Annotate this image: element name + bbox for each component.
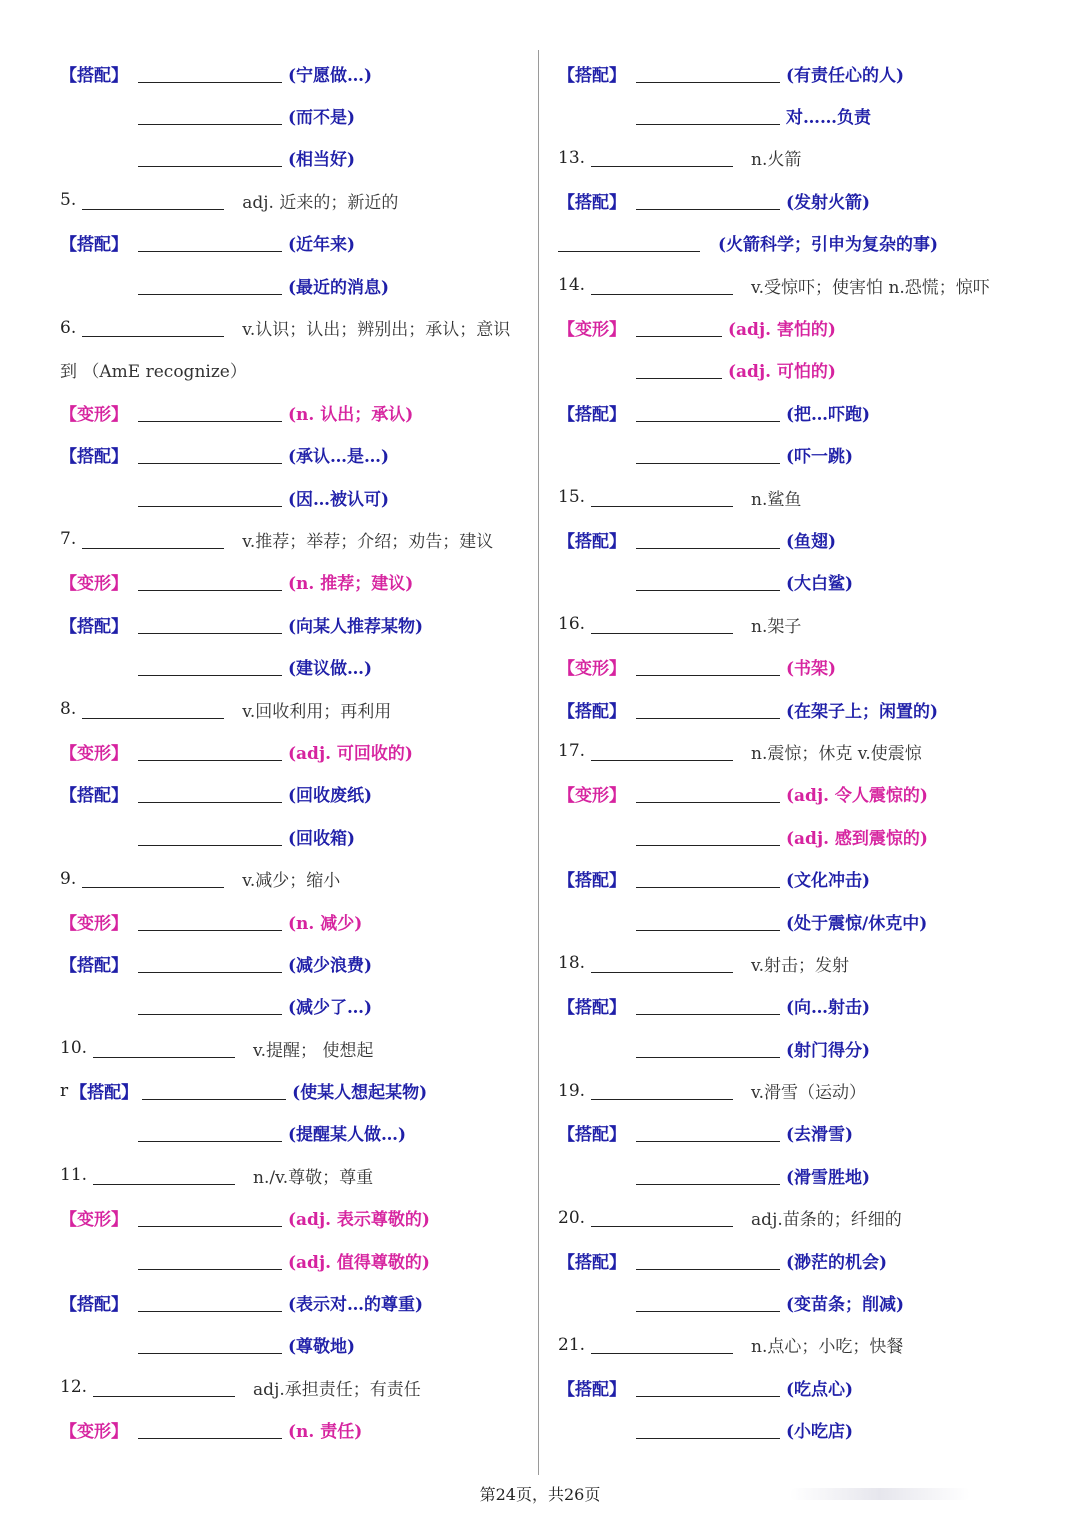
hint-text: (表示对…的尊重) xyxy=(288,1295,424,1316)
answer-blank[interactable] xyxy=(636,64,780,83)
collocation-tag: 【搭配】 xyxy=(558,531,626,552)
item-number: 17. xyxy=(558,741,586,762)
hint-text: (adj. 表示尊敬的) xyxy=(288,1210,430,1231)
variant-tag: 【变形】 xyxy=(558,320,626,341)
entry-row xyxy=(60,1324,530,1366)
entry-row xyxy=(558,1197,1038,1239)
entry-row xyxy=(558,264,1038,306)
answer-blank[interactable] xyxy=(558,233,700,252)
collocation-tag: 【搭配】 xyxy=(558,65,626,86)
answer-blank[interactable] xyxy=(138,912,282,931)
entry-row xyxy=(60,518,530,560)
answer-blank[interactable] xyxy=(636,360,722,379)
definition-text: n.点心；小吃；快餐 xyxy=(751,1337,904,1358)
variant-tag: 【变形】 xyxy=(60,574,128,595)
definition-text: n.鲨鱼 xyxy=(751,489,802,510)
hint-text: (尊敬地) xyxy=(288,1337,356,1358)
item-number: 6. xyxy=(60,317,77,338)
item-number: 7. xyxy=(60,529,77,550)
hint-text: (回收箱) xyxy=(288,828,356,849)
answer-blank[interactable] xyxy=(636,445,780,464)
word-blank[interactable] xyxy=(93,1039,235,1058)
answer-blank[interactable] xyxy=(138,1208,282,1227)
collocation-tag: 【搭配】 xyxy=(60,1295,128,1316)
hint-text: (n. 责任) xyxy=(288,1422,363,1443)
item-number: 13. xyxy=(558,147,586,168)
answer-blank[interactable] xyxy=(138,657,282,676)
collocation-tag: 【搭配】 xyxy=(558,1252,626,1273)
word-blank[interactable] xyxy=(591,1335,733,1354)
entry-row xyxy=(60,603,530,645)
hint-text: (n. 减少) xyxy=(288,913,363,934)
answer-blank[interactable] xyxy=(138,1123,282,1142)
variant-tag: 【变形】 xyxy=(60,913,128,934)
entry-row xyxy=(60,434,530,476)
hint-text: (adj. 感到震惊的) xyxy=(786,828,928,849)
answer-blank[interactable] xyxy=(636,996,780,1015)
hint-text: (建议做…) xyxy=(288,659,373,680)
hint-text: (火箭科学；引申为复杂的事) xyxy=(718,235,939,256)
answer-blank[interactable] xyxy=(138,742,282,761)
word-blank[interactable] xyxy=(591,742,733,761)
entry-row xyxy=(60,1281,530,1323)
collocation-tag: 【搭配】 xyxy=(558,404,626,425)
hint-text: (回收废纸) xyxy=(288,786,373,807)
word-blank[interactable] xyxy=(591,148,733,167)
item-number: 10. xyxy=(60,1038,88,1059)
item-number: 16. xyxy=(558,614,586,635)
definition-text: v.受惊吓；使害怕 n.恐慌；惊吓 xyxy=(751,277,990,298)
hint-text: (滑雪胜地) xyxy=(786,1167,871,1188)
definition-text: v.认识；认出；辨别出；承认；意识 xyxy=(242,320,511,341)
collocation-tag: 【搭配】 xyxy=(558,998,626,1019)
collocation-tag: 【搭配】 xyxy=(60,65,128,86)
right-column xyxy=(558,52,1038,1451)
entry-row xyxy=(558,222,1038,264)
answer-blank[interactable] xyxy=(138,106,282,125)
entry-row xyxy=(558,773,1038,815)
variant-tag: 【变形】 xyxy=(60,1210,128,1231)
hint-text: (在架子上；闲置的) xyxy=(786,701,939,722)
answer-blank[interactable] xyxy=(138,615,282,634)
entry-row xyxy=(60,476,530,518)
hint-text: (使某人想起某物) xyxy=(292,1083,428,1104)
entry-row xyxy=(60,1069,530,1111)
entry-row xyxy=(558,391,1038,433)
word-blank[interactable] xyxy=(82,869,224,888)
answer-blank[interactable] xyxy=(636,1293,780,1312)
hint-text: (把…吓跑) xyxy=(786,404,871,425)
entry-row xyxy=(60,561,530,603)
answer-blank[interactable] xyxy=(636,827,780,846)
hint-text: (相当好) xyxy=(288,150,356,171)
hint-text: (adj. 值得尊敬的) xyxy=(288,1252,430,1273)
definition-text: n.架子 xyxy=(751,616,802,637)
answer-blank[interactable] xyxy=(138,996,282,1015)
collocation-tag: 【搭配】 xyxy=(60,447,128,468)
hint-text: (射门得分) xyxy=(786,1040,871,1061)
hint-text: (处于震惊/休克中) xyxy=(786,913,928,934)
entry-row xyxy=(60,1027,530,1069)
entry-row xyxy=(558,306,1038,348)
hint-text: (adj. 害怕的) xyxy=(728,320,836,341)
entry-row xyxy=(558,1069,1038,1111)
entry-row xyxy=(558,137,1038,179)
answer-blank[interactable] xyxy=(138,64,282,83)
variant-tag: 【变形】 xyxy=(60,743,128,764)
entry-row xyxy=(60,349,530,391)
item-number: 15. xyxy=(558,487,586,508)
collocation-tag: 【搭配】 xyxy=(60,955,128,976)
answer-blank[interactable] xyxy=(636,318,722,337)
entry-row xyxy=(60,645,530,687)
entry-row xyxy=(60,94,530,136)
entry-row xyxy=(60,1366,530,1408)
row-prefix: r xyxy=(60,1080,69,1101)
entry-row xyxy=(558,1239,1038,1281)
entry-row xyxy=(558,730,1038,772)
entry-row xyxy=(60,730,530,772)
word-blank[interactable] xyxy=(82,191,224,210)
collocation-tag: 【搭配】 xyxy=(558,1379,626,1400)
entry-row xyxy=(558,857,1038,899)
definition-text: adj. 近来的；新近的 xyxy=(242,192,399,213)
entry-row xyxy=(60,1112,530,1154)
entry-row xyxy=(558,179,1038,221)
entry-row xyxy=(60,137,530,179)
word-blank[interactable] xyxy=(82,530,224,549)
hint-text: (变苗条；削减) xyxy=(786,1295,905,1316)
definition-text: adj.承担责任；有责任 xyxy=(253,1379,421,1400)
answer-blank[interactable] xyxy=(138,1251,282,1270)
entry-row xyxy=(60,306,530,348)
collocation-tag: 【搭配】 xyxy=(60,235,128,256)
hint-text: (而不是) xyxy=(288,108,356,129)
definition-text: v.滑雪（运动） xyxy=(751,1083,867,1104)
collocation-tag: 【搭配】 xyxy=(60,786,128,807)
entry-row xyxy=(60,222,530,264)
item-number: 9. xyxy=(60,868,77,889)
answer-blank[interactable] xyxy=(138,276,282,295)
answer-blank[interactable] xyxy=(636,403,780,422)
hint-text: (发射火箭) xyxy=(786,192,871,213)
entry-row xyxy=(558,1324,1038,1366)
word-blank[interactable] xyxy=(591,1081,733,1100)
collocation-tag: 【搭配】 xyxy=(558,871,626,892)
answer-blank[interactable] xyxy=(636,1039,780,1058)
item-number: 18. xyxy=(558,953,586,974)
answer-blank[interactable] xyxy=(636,784,780,803)
hint-text: (adj. 可回收的) xyxy=(288,743,413,764)
hint-text: (吃点心) xyxy=(786,1379,854,1400)
answer-blank[interactable] xyxy=(636,1251,780,1270)
hint-text: (宁愿做…) xyxy=(288,65,373,86)
entry-row xyxy=(558,603,1038,645)
answer-blank[interactable] xyxy=(636,1378,780,1397)
hint-text: (n. 认出；承认) xyxy=(288,404,414,425)
item-number: 8. xyxy=(60,699,77,720)
word-blank[interactable] xyxy=(591,615,733,634)
answer-blank[interactable] xyxy=(138,1293,282,1312)
word-blank[interactable] xyxy=(93,1166,235,1185)
entry-row xyxy=(558,645,1038,687)
hint-text: (最近的消息) xyxy=(288,277,390,298)
variant-tag: 【变形】 xyxy=(558,786,626,807)
answer-blank[interactable] xyxy=(636,869,780,888)
entry-row xyxy=(558,900,1038,942)
word-blank[interactable] xyxy=(591,488,733,507)
hint-text: (有责任心的人) xyxy=(786,65,905,86)
definition-text: n./v.尊敬；尊重 xyxy=(253,1167,374,1188)
hint-text: (adj. 可怕的) xyxy=(728,362,836,383)
item-number: 14. xyxy=(558,275,586,296)
entry-row xyxy=(60,1197,530,1239)
item-number: 20. xyxy=(558,1207,586,1228)
answer-blank[interactable] xyxy=(138,445,282,464)
collocation-tag: 【搭配】 xyxy=(70,1083,139,1104)
left-column xyxy=(60,52,530,1451)
answer-blank[interactable] xyxy=(138,954,282,973)
answer-blank[interactable] xyxy=(636,106,780,125)
word-blank[interactable] xyxy=(82,700,224,719)
item-number: 21. xyxy=(558,1334,586,1355)
entry-row xyxy=(60,688,530,730)
definition-text: v.减少；缩小 xyxy=(242,871,341,892)
definition-text: adj.苗条的；纤细的 xyxy=(751,1210,902,1231)
answer-blank[interactable] xyxy=(138,233,282,252)
item-number: 11. xyxy=(60,1165,88,1186)
definition-text: v.回收利用；再利用 xyxy=(242,701,392,722)
entry-row xyxy=(60,900,530,942)
hint-text: (减少了…) xyxy=(288,998,373,1019)
answer-blank[interactable] xyxy=(636,912,780,931)
answer-blank[interactable] xyxy=(636,1123,780,1142)
entry-row xyxy=(558,52,1038,94)
hint-text: (减少浪费) xyxy=(288,955,373,976)
word-blank[interactable] xyxy=(93,1378,235,1397)
hint-text: (提醒某人做…) xyxy=(288,1125,407,1146)
answer-blank[interactable] xyxy=(636,191,780,210)
hint-text: (adj. 令人震惊的) xyxy=(786,786,928,807)
entry-row xyxy=(60,1239,530,1281)
column-divider xyxy=(538,50,539,1475)
hint-text: (大白鲨) xyxy=(786,574,854,595)
entry-row xyxy=(558,1366,1038,1408)
entry-row xyxy=(558,434,1038,476)
answer-blank[interactable] xyxy=(636,1420,780,1439)
hint-text: 对……负责 xyxy=(786,108,871,129)
answer-blank[interactable] xyxy=(138,572,282,591)
answer-blank[interactable] xyxy=(138,1335,282,1354)
definition-text: n.火箭 xyxy=(751,150,802,171)
answer-blank[interactable] xyxy=(636,657,780,676)
word-blank[interactable] xyxy=(591,954,733,973)
entry-row xyxy=(60,773,530,815)
entry-row xyxy=(60,179,530,221)
item-number: 12. xyxy=(60,1377,88,1398)
collocation-tag: 【搭配】 xyxy=(558,192,626,213)
entry-row xyxy=(60,857,530,899)
hint-text: (渺茫的机会) xyxy=(786,1252,888,1273)
entry-row xyxy=(558,815,1038,857)
entry-row xyxy=(60,942,530,984)
answer-blank[interactable] xyxy=(636,1166,780,1185)
entry-row xyxy=(558,1409,1038,1451)
watermark-smudge xyxy=(790,1488,970,1500)
word-blank[interactable] xyxy=(591,1208,733,1227)
variant-tag: 【变形】 xyxy=(60,1422,128,1443)
entry-row xyxy=(558,1154,1038,1196)
variant-tag: 【变形】 xyxy=(60,404,128,425)
hint-text: (向某人推荐某物) xyxy=(288,616,424,637)
entry-row xyxy=(558,476,1038,518)
entry-row xyxy=(558,688,1038,730)
entry-row xyxy=(60,815,530,857)
hint-text: (向…射击) xyxy=(786,998,871,1019)
hint-text: (书架) xyxy=(786,659,837,680)
answer-blank[interactable] xyxy=(138,1420,282,1439)
item-number: 19. xyxy=(558,1080,586,1101)
entry-row xyxy=(558,942,1038,984)
hint-text: (去滑雪) xyxy=(786,1125,854,1146)
answer-blank[interactable] xyxy=(636,530,780,549)
entry-row xyxy=(60,1409,530,1451)
hint-text: (鱼翅) xyxy=(786,531,837,552)
entry-row xyxy=(60,985,530,1027)
entry-row xyxy=(60,52,530,94)
entry-row xyxy=(558,561,1038,603)
answer-blank[interactable] xyxy=(138,488,282,507)
hint-text: (文化冲击) xyxy=(786,871,871,892)
definition-text: v.射击；发射 xyxy=(751,955,850,976)
answer-blank[interactable] xyxy=(636,572,780,591)
answer-blank[interactable] xyxy=(138,403,282,422)
answer-blank[interactable] xyxy=(142,1081,286,1100)
definition-text: v.提醒； 使想起 xyxy=(253,1040,374,1061)
entry-row xyxy=(60,264,530,306)
entry-row xyxy=(60,1154,530,1196)
entry-row xyxy=(558,518,1038,560)
variant-tag: 【变形】 xyxy=(558,659,626,680)
collocation-tag: 【搭配】 xyxy=(558,1125,626,1146)
page-footer: 第24页，共26页 xyxy=(479,1485,601,1504)
answer-blank[interactable] xyxy=(138,148,282,167)
collocation-tag: 【搭配】 xyxy=(60,616,128,637)
hint-text: (因…被认可) xyxy=(288,489,390,510)
entry-row xyxy=(60,391,530,433)
hint-text: (吓一跳) xyxy=(786,447,854,468)
answer-blank[interactable] xyxy=(138,784,282,803)
word-blank[interactable] xyxy=(82,318,224,337)
entry-row xyxy=(558,985,1038,1027)
hint-text: (n. 推荐；建议) xyxy=(288,574,414,595)
answer-blank[interactable] xyxy=(636,700,780,719)
hint-text: (承认…是…) xyxy=(288,447,390,468)
collocation-tag: 【搭配】 xyxy=(558,701,626,722)
word-blank[interactable] xyxy=(591,276,733,295)
definition-text: v.推荐；举荐；介绍；劝告；建议 xyxy=(242,531,494,552)
hint-text: (小吃店) xyxy=(786,1422,854,1443)
item-number: 5. xyxy=(60,190,77,211)
entry-row xyxy=(558,94,1038,136)
definition-text: n.震惊；休克 v.使震惊 xyxy=(751,743,922,764)
entry-row xyxy=(558,1112,1038,1154)
definition-continued: 到 （AmE recognize） xyxy=(60,362,247,383)
entry-row xyxy=(558,349,1038,391)
entry-row xyxy=(558,1027,1038,1069)
hint-text: (近年来) xyxy=(288,235,356,256)
answer-blank[interactable] xyxy=(138,827,282,846)
entry-row xyxy=(558,1281,1038,1323)
